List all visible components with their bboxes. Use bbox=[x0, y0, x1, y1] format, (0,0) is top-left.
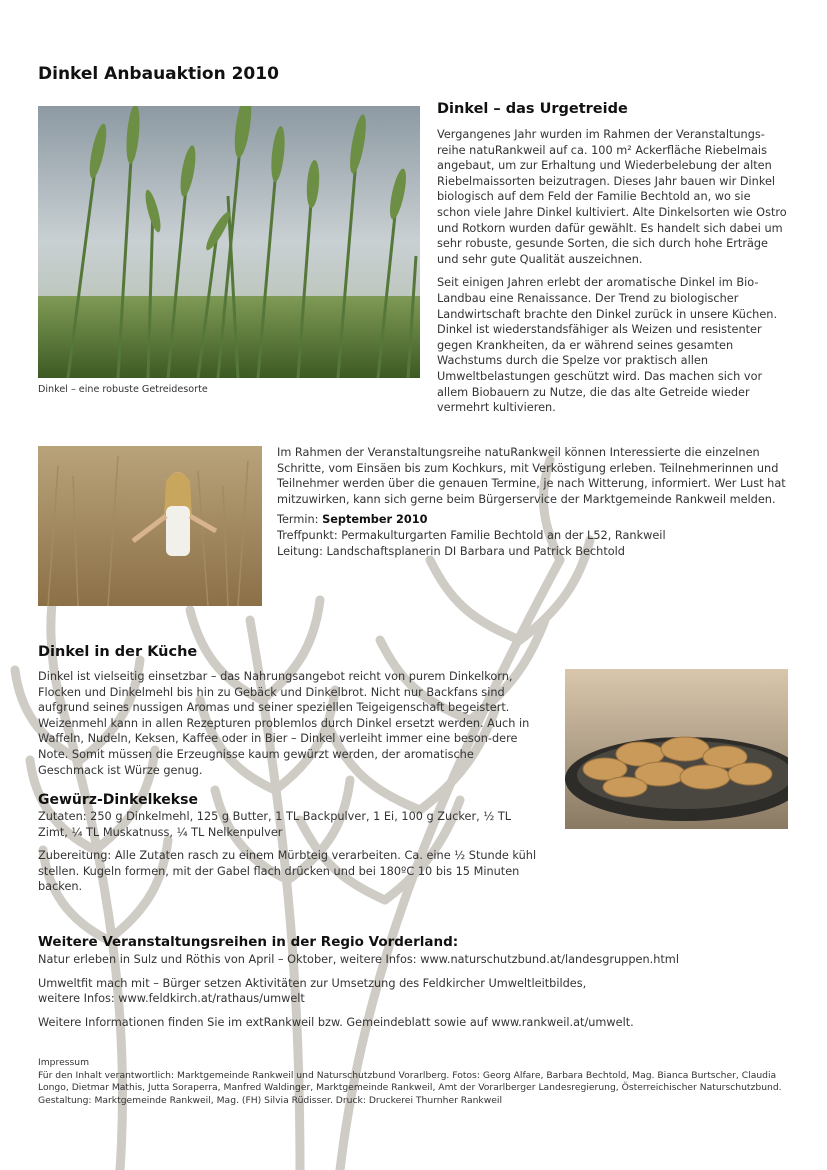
termin-line bbox=[277, 512, 789, 528]
wheat-photo bbox=[38, 106, 420, 378]
regio-line-natur: Natur erleben in Sulz und Röthis von April – Oktober, weitere Infos: www.naturschutzbund.at/landesgruppen.html bbox=[38, 953, 679, 966]
section-veranstaltung-body bbox=[277, 445, 789, 559]
section-kueche-body bbox=[38, 669, 542, 782]
recipe-preparation: Zubereitung: Alle Zutaten rasch zu einem Mürbteig verarbeiten. Ca. eine ½ Stunde kühl stellen. Kugeln formen, mit der Gabel flach drücken und bei 180ºC 10 bis 15 Minuten backen. bbox=[38, 849, 537, 894]
termin-label: Termin: bbox=[277, 513, 323, 527]
impressum bbox=[38, 1057, 788, 1107]
recipe-body bbox=[38, 809, 538, 903]
leitung-line: Leitung: Landschaftsplanerin DI Barbara und Patrick Bechtold bbox=[277, 544, 625, 558]
treffpunkt-line: Treffpunkt: Permakulturgarten Familie Bechtold an der L52, Rankweil bbox=[277, 528, 666, 542]
photo-caption: Dinkel – eine robuste Getreidesorte bbox=[38, 384, 208, 395]
termin-value: September 2010 bbox=[322, 513, 428, 527]
paragraph: Dinkel ist vielseitig einsetzbar – das Nahrungsangebot reicht von purem Dinkelkorn, Flocken und Dinkelmehl bis hin zu Gebäck und Dinkelbrot. Nicht nur Backfans sind aufgrund seines nussigen Aromas und seiner speziellen Teigeigenschaft begeistert. Weizenmehl kann in allen Rezepturen problemlos durch Dinkel ersetzt werden. Auch in Waffeln, Nudeln, Keksen, Kaffee oder in Bier – Dinkel verleiht immer eine beson-dere Note. Somit müssen die Erzeugnisse kaum gewürzt werden, der aromatische Geschmack ist Würze genug. bbox=[38, 670, 530, 777]
regio-line-info: Weitere Informationen finden Sie im extRankweil bzw. Gemeindeblatt sowie auf www.rankweil.at/umwelt. bbox=[38, 1015, 634, 1029]
page-title: Dinkel Anbauaktion 2010 bbox=[38, 64, 279, 84]
impressum-text: Für den Inhalt verantwortlich: Marktgemeinde Rankweil und Naturschutzbund Vorarlberg. Fotos: Georg Alfare, Barbara Bechtold, Mag. Bianca Burtscher, Claudia Longo, Dietmar Mathis, Jutta Soraperra, Manfred Waldinger, Marktgemeinde Rankweil, Amt der Vorarlberger Landesregierung, Österreichischer Naturschutzbund. Gestaltung: Marktgemeinde Rankweil, Mag. (FH) Silvia Rüdisser. Druck: Druckerei Thurnher Rankweil bbox=[38, 1069, 782, 1106]
paragraph: Im Rahmen der Veranstaltungsreihe natuRankweil können Interessierte die einzelnen Schritte, vom Einsäen bis zum Kochkurs, mit Verköstigung erleben. Teilnehmerinnen und Teilnehmer werden über die genauen Termine, je nach Witterung, informiert. Wer Lust hat mitzuwirken, kann sich gerne beim Bürgerservice der Marktgemeinde Rankweil melden. bbox=[277, 446, 786, 506]
regio-line-umweltfit: Umweltfit mach mit – Bürger setzen Aktivitäten zur Umsetzung des Feldkircher Umweltleitbildes, bbox=[38, 976, 587, 990]
paragraph: Vergangenes Jahr wurden im Rahmen der Veranstaltungs-reihe natuRankweil auf ca. 100 m² Ackerfläche Riebelmais angebaut, um zur Erhaltung und Wiederbelebung der alten Riebelmaissorten beizutragen. Dieses Jahr bauen wir Dinkel biologisch auf dem Feld der Familie Bechtold an, wo sie schon viele Jahre Dinkel kultiviert. Alte Dinkelsorten wie Ostro und Rotkorn wurden dafür gewählt. Es handelt sich dabei um sehr robuste, gesunde Sorten, die sich durch hohe Erträge und sehr gute Qualität auszeichnen. bbox=[437, 128, 787, 266]
cookies-photo bbox=[565, 669, 788, 829]
regio-line-umweltfit-info: weitere Infos: www.feldkirch.at/rathaus/umwelt bbox=[38, 992, 305, 1006]
section-urgetreide-body bbox=[437, 127, 787, 424]
section-heading-urgetreide: Dinkel – das Urgetreide bbox=[437, 101, 628, 117]
paragraph: Seit einigen Jahren erlebt der aromatische Dinkel im Bio-Landbau eine Renaissance. Der Trend zu biologischer Landwirtschaft brachte den Dinkel zurück in unsere Küchen. Dinkel ist wiederstandsfähiger als Weizen und resistenter gegen Krankheiten, da er während seines gesamten Wachstums durch die Spelze vor praktisch allen Umweltbelastungen geschützt wird. Das machen sich vor allem Biobauern zu Nutze, die das alte Getreide wieder vermehrt kultivieren. bbox=[437, 276, 778, 415]
section-regio-body bbox=[38, 952, 798, 1030]
recipe-ingredients: Zutaten: 250 g Dinkelmehl, 125 g Butter, 1 TL Backpulver, 1 Ei, 100 g Zucker, ½ TL Zimt, ¼ TL Muskatnuss, ¼ TL Nelkenpulver bbox=[38, 810, 512, 839]
section-heading-kueche: Dinkel in der Küche bbox=[38, 644, 198, 660]
recipe-heading: Gewürz-Dinkelkekse bbox=[38, 792, 198, 808]
girl-field-photo bbox=[38, 446, 262, 606]
section-heading-regio: Weitere Veranstaltungsreihen in der Regio Vorderland: bbox=[38, 934, 459, 950]
impressum-title: Impressum bbox=[38, 1057, 90, 1068]
